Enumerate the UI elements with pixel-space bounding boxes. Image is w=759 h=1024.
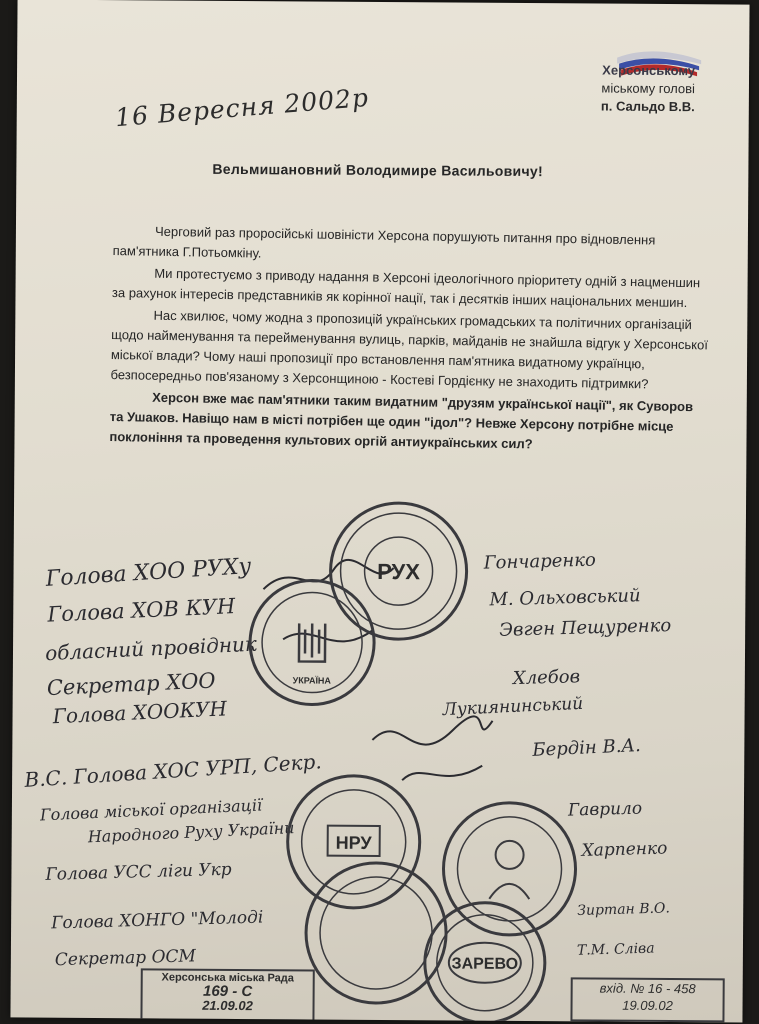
- letter-sheet: [10, 0, 749, 1023]
- registration-number: 169 - С: [202, 982, 253, 1001]
- registration-date: 21.09.02: [202, 997, 253, 1014]
- signature-name: М. Ольховський: [489, 585, 641, 611]
- signature-role: В.С. Голова ХОС УРП, Секр.: [23, 749, 323, 792]
- paragraph: Нас хвилює, чому жодна з пропозицій українських громадських та політичних організацій щодо найменування та перейменування вулиць, парків, майданів не знайшла відгук у Херсонської міської влади? Чому наші пропозиції про встановлення пам'ятника видатному українцю, безпосередньо пов'язаному з Херсонщиною - Костеві Гордієнку не знаходить підтримки?: [110, 307, 709, 392]
- incoming-stamp: [570, 977, 724, 1022]
- signature-name: Гончаренко: [483, 549, 597, 574]
- handwritten-date: 16 Вересня 2002р: [114, 82, 370, 133]
- signature-role: Секретар ОСМ: [54, 946, 197, 971]
- paragraph: Ми протестуємо з приводу надання в Херсоні ідеологічного пріоритету одній з нацменшин за рахунок інтересів представників як корінної нації, так і десятків інших національних меншин.: [111, 265, 701, 311]
- stamp-center-text: РУХ: [377, 558, 421, 585]
- addressee-city: Херсонському: [602, 62, 696, 79]
- signature-role: Секретар ХОО: [46, 668, 217, 701]
- stamp-bottom-text: УКРАЇНА: [292, 675, 331, 686]
- signature-role: Голова ХОНГО "Молоді: [50, 907, 264, 934]
- paragraph: Черговий раз проросійські шовіністи Херсона порушують питання про відновлення пам'ятника Г.Потьомкіну.: [112, 223, 656, 261]
- signature-name: Т.М. Сліва: [576, 940, 655, 959]
- incoming-date: 19.09.02: [622, 997, 673, 1014]
- stamp-center-text: НРУ: [335, 832, 372, 853]
- signature-role: Голова міської організації: [39, 795, 263, 825]
- signature-name: Хлебов: [512, 666, 581, 690]
- figure-icon: [496, 841, 524, 869]
- salutation: Вельмишановний Володимире Васильовичу!: [212, 160, 544, 180]
- addressee-name: п. Сальдо В.В.: [600, 98, 695, 115]
- signature-role: Голова ХОВ КУН: [46, 594, 236, 627]
- signature-role: Народного Руху України: [87, 818, 295, 847]
- signature-name: Гаврило: [567, 798, 643, 821]
- registration-org: Херсонська міська Рада: [161, 971, 294, 985]
- trident-icon: [299, 623, 325, 661]
- round-stamp: [301, 857, 452, 1008]
- signature-name: Харпенко: [581, 838, 668, 861]
- signature-role: обласний провідник: [44, 631, 258, 666]
- signature-name: Бердін В.А.: [531, 734, 642, 761]
- incoming-number: вхід. № 16 - 458: [599, 980, 696, 997]
- stamp-center-text: ЗАРЕВО: [451, 955, 519, 973]
- addressee-block: [601, 62, 695, 117]
- registration-stamp: [140, 968, 314, 1021]
- signature-role: Голова УСС ліги Укр: [45, 859, 232, 885]
- signature-role: Голова ХОО РУХу: [44, 553, 252, 592]
- signature-name: Зиртан В.О.: [577, 900, 671, 920]
- letter-body: [109, 221, 711, 459]
- signature-name: Эвген Пещуренко: [498, 615, 672, 641]
- addressee-title: міському голові: [601, 80, 696, 97]
- signature-role: Голова ХООКУН: [52, 696, 228, 729]
- paragraph: Херсон вже має пам'ятники таким видатним "друзям української нації", як Суворов та Ушаков. Навіщо нам в місті потрібен ще один "ідол"? Невже Херсону потрібне місце поклоніння та проведення культових оргій антиукраїнських сил?: [109, 389, 694, 452]
- round-stamp: [247, 577, 378, 708]
- signature-name: Лукиянинський: [442, 693, 584, 721]
